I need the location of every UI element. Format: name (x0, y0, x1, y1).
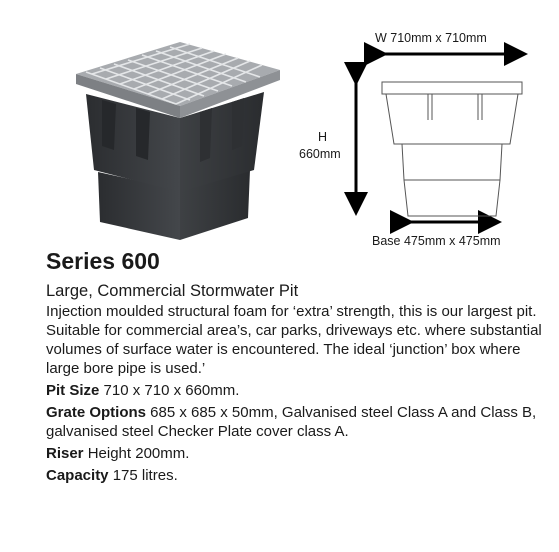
dimension-diagram (290, 20, 550, 252)
product-description: Injection moulded structural foam for ‘extra’ strength, this is our largest pit. Suitable for commercial area’s, car parks, driveways etc. where substantial volumes of surface water is encountered. The ideal ‘junction’ box where large bore pipe is used.’ (46, 303, 542, 377)
product-subtitle: Large, Commercial Stormwater Pit (46, 282, 299, 300)
spec-grate-options (46, 403, 546, 441)
spec-value: Height 200mm. (83, 445, 190, 462)
spec-label: Pit Size (46, 382, 100, 399)
spec-capacity (46, 466, 546, 485)
spec-label: Riser (46, 445, 84, 462)
pit-photo (40, 22, 290, 244)
product-title: Series 600 (46, 248, 160, 274)
spec-label: Capacity (46, 467, 109, 484)
base-label: Base 475mm x 475mm (372, 234, 501, 248)
height-label-h: H (318, 130, 328, 144)
height-label-value: 660mm (299, 147, 341, 161)
width-label: W 710mm x 710mm (375, 31, 487, 45)
spec-value: 710 x 710 x 660mm. (99, 382, 240, 399)
spec-label: Grate Options (46, 404, 147, 421)
spec-pit-size (46, 381, 546, 400)
spec-value: 685 x 685 x 50mm, Galvanised steel Class A and Class B, galvanised steel Checker Plate cover class A. (46, 404, 537, 440)
spec-riser (46, 444, 546, 463)
spec-value: 175 litres. (108, 467, 178, 484)
product-info (46, 247, 546, 485)
